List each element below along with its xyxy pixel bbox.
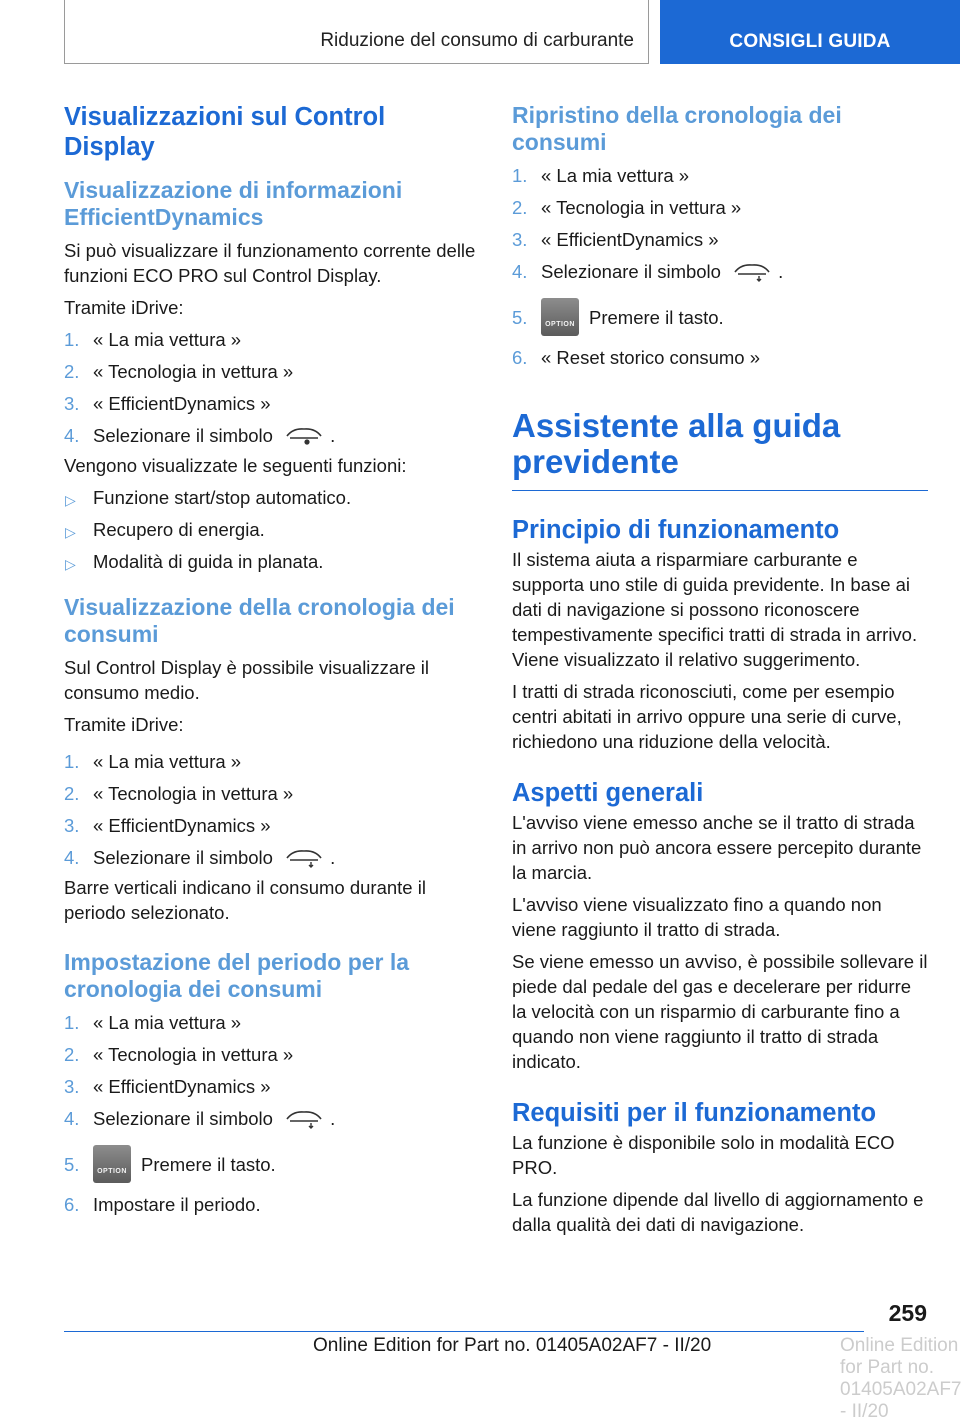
step-text: « La mia vettura » [541, 165, 690, 186]
step-number: 4. [64, 847, 80, 868]
bullet-text: Funzione start/stop automatico. [93, 487, 352, 508]
page-number: 259 [888, 1300, 927, 1326]
step-item [64, 749, 478, 774]
header-chapter-tab [660, 0, 960, 64]
step-item [64, 1010, 478, 1035]
step-list [512, 163, 928, 370]
step-number: 2. [512, 197, 528, 218]
step-number: 4. [64, 1108, 80, 1129]
step-item [64, 845, 478, 870]
step-item [512, 163, 928, 188]
bullet-item [64, 549, 478, 574]
step-text: « Tecnologia in vettura » [93, 783, 294, 804]
step-item [64, 423, 478, 448]
step-text: « EfficientDynamics » [93, 393, 271, 414]
header-chapter-title: CONSIGLI GUIDA [729, 31, 891, 52]
paragraph: La funzione è disponibile solo in modalità ECO PRO. [512, 1132, 895, 1178]
step-text: « EfficientDynamics » [93, 815, 271, 836]
bullet-triangle-icon: ▷ [65, 492, 76, 508]
footer-divider [64, 1331, 864, 1332]
step-text: « EfficientDynamics » [93, 1076, 271, 1097]
paragraph: Sul Control Display è possibile visualizzare il consumo medio. [64, 657, 430, 703]
step-item [64, 781, 478, 806]
step-item [64, 391, 478, 416]
step-number: 1. [512, 165, 528, 186]
step-text: Selezionare il simbolo [93, 847, 273, 868]
option-button-icon [541, 298, 579, 336]
left-column [64, 102, 478, 1224]
footer-watermark: Online Edition for Part no. 01405A02AF7 - II/20 [840, 1335, 962, 1422]
step-number: 3. [64, 1076, 80, 1097]
paragraph: Il sistema aiuta a risparmiare carburante e supporta uno stile di guida previdente. In base ai dati di navigazione si possono riconoscere tempestivamente specifici tratti di strada in arrivo. Viene visualizzato il relativo suggerimento. [512, 549, 918, 670]
consumption-history-symbol-icon [732, 260, 772, 282]
consumption-history-symbol-icon [284, 1107, 324, 1129]
step-number: 1. [64, 1012, 80, 1033]
step-item [64, 1138, 478, 1183]
option-button-icon [93, 1145, 131, 1183]
step-text: Impostare il periodo. [93, 1194, 261, 1215]
step-number: 6. [64, 1194, 80, 1215]
step-text: « Reset storico consumo » [541, 347, 761, 368]
step-number: 5. [512, 307, 528, 328]
step-item [512, 345, 928, 370]
step-list [64, 1010, 478, 1217]
heading-requirements: Requisiti per il funzionamento [512, 1099, 877, 1127]
step-item [64, 359, 478, 384]
option-button-label: OPTION [545, 321, 575, 328]
step-number: 1. [64, 751, 80, 772]
step-item [512, 259, 928, 284]
consumption-history-symbol-icon [284, 846, 324, 868]
header-section-title: Riduzione del consumo di carburante [320, 30, 634, 51]
period: . [330, 847, 336, 868]
step-item [64, 1106, 478, 1131]
paragraph: Si può visualizzare il funzionamento corrente delle funzioni ECO PRO sul Control Display. [64, 240, 476, 286]
step-number: 6. [512, 347, 528, 368]
paragraph: Tramite iDrive: [64, 714, 184, 735]
step-number: 4. [512, 261, 528, 282]
step-text: Selezionare il simbolo [541, 261, 721, 282]
step-text: Premere il tasto. [141, 1154, 276, 1175]
step-text: « Tecnologia in vettura » [93, 1044, 294, 1065]
step-list [64, 749, 478, 870]
heading-consumption-history: Visualizzazione della cronologia dei consumi [64, 594, 455, 647]
section-divider [512, 490, 928, 491]
paragraph: Vengono visualizzate le seguenti funzioni: [64, 455, 407, 476]
paragraph: Tramite iDrive: [64, 297, 184, 318]
step-text: « La mia vettura » [93, 1012, 242, 1033]
step-item [64, 1074, 478, 1099]
step-item [64, 327, 478, 352]
bullet-item [64, 517, 478, 542]
heading-control-display: Visualizzazioni sul Control Display [64, 103, 386, 161]
heading-reset-history: Ripristino della cronologia dei consumi [512, 102, 842, 155]
step-text: « EfficientDynamics » [541, 229, 719, 250]
step-number: 4. [64, 425, 80, 446]
option-button-label: OPTION [97, 1168, 127, 1175]
step-number: 2. [64, 361, 80, 382]
step-number: 2. [64, 783, 80, 804]
step-number: 5. [64, 1154, 80, 1175]
paragraph: L'avviso viene visualizzato fino a quando non viene raggiunto il tratto di strada. [512, 894, 882, 940]
paragraph: Se viene emesso un avviso, è possibile sollevare il piede dal pedale del gas e decelerare per ridurre la velocità con un risparmio di carburante fino a quando non viene raggiunto il tratto di strada indicato. [512, 951, 928, 1072]
step-item [512, 227, 928, 252]
bullet-text: Recupero di energia. [93, 519, 265, 540]
bullet-item [64, 485, 478, 510]
period: . [330, 1108, 336, 1129]
step-item [64, 1192, 478, 1217]
bullet-triangle-icon: ▷ [65, 524, 76, 540]
step-text: « La mia vettura » [93, 751, 242, 772]
step-text: « Tecnologia in vettura » [93, 361, 294, 382]
car-symbol-icon [284, 424, 324, 446]
step-number: 3. [64, 393, 80, 414]
step-text: « La mia vettura » [93, 329, 242, 350]
right-column [512, 102, 928, 1237]
step-number: 2. [64, 1044, 80, 1065]
bullet-triangle-icon: ▷ [65, 556, 76, 572]
step-item [512, 195, 928, 220]
heading-operating-principle: Principio di funzionamento [512, 516, 840, 544]
period: . [330, 425, 336, 446]
step-number: 3. [512, 229, 528, 250]
heading-general-aspects: Aspetti generali [512, 779, 704, 807]
bullet-list [64, 485, 478, 574]
step-number: 1. [64, 329, 80, 350]
period: . [778, 261, 784, 282]
step-number: 3. [64, 815, 80, 836]
step-text: Selezionare il simbolo [93, 425, 273, 446]
paragraph: Barre verticali indicano il consumo durante il periodo selezionato. [64, 877, 426, 923]
paragraph: I tratti di strada riconosciuti, come per esempio centri abitati in arrivo oppure una serie di curve, richiedono una riduzione della velocità. [512, 681, 902, 752]
heading-set-period: Impostazione del periodo per la cronologia dei consumi [64, 949, 410, 1002]
step-text: Selezionare il simbolo [93, 1108, 273, 1129]
step-item [64, 1042, 478, 1067]
step-item [64, 813, 478, 838]
header-section-box [64, 0, 649, 64]
step-text: « Tecnologia in vettura » [541, 197, 742, 218]
step-list [64, 327, 478, 448]
heading-predictive-assistant: Assistente alla guida previdente [512, 407, 841, 480]
paragraph: L'avviso viene emesso anche se il tratto di strada in arrivo non può ancora essere percepito durante la marcia. [512, 812, 922, 883]
step-text: Premere il tasto. [589, 307, 724, 328]
footer-edition-text: Online Edition for Part no. 01405A02AF7 - II/20 [313, 1335, 712, 1356]
step-item [512, 291, 928, 336]
paragraph: La funzione dipende dal livello di aggiornamento e dalla qualità dei dati di navigazione. [512, 1189, 924, 1235]
heading-efficientdynamics-info: Visualizzazione di informazioni EfficientDynamics [64, 177, 403, 230]
bullet-text: Modalità di guida in planata. [93, 551, 324, 572]
